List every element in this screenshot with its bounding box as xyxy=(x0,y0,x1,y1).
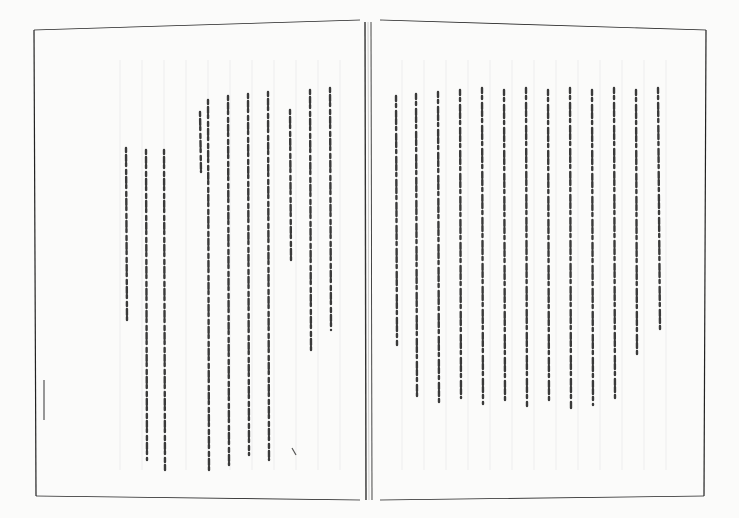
right-page-handwriting xyxy=(396,88,660,408)
ruled-lines-right xyxy=(402,60,666,470)
left-page-handwriting xyxy=(126,88,331,470)
ruled-lines-left xyxy=(120,60,340,470)
margin-marks xyxy=(44,380,296,455)
paper-edges xyxy=(34,20,706,500)
binding-gutter xyxy=(365,22,372,500)
